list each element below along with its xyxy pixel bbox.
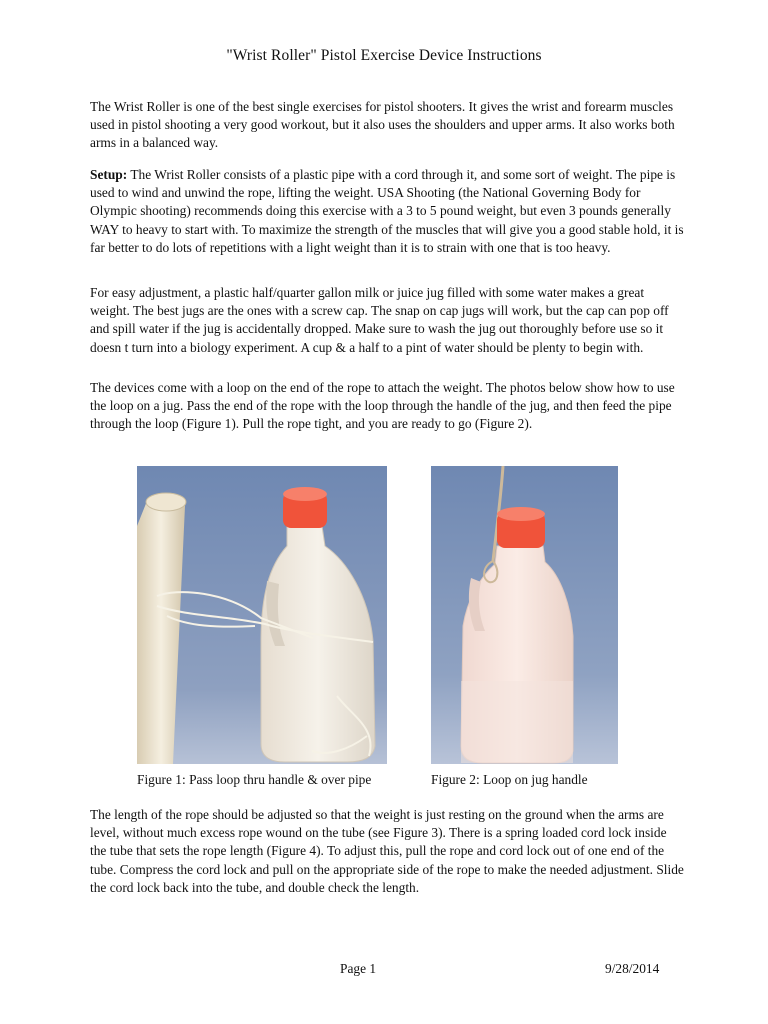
figure-2-illustration	[431, 466, 618, 764]
length-paragraph	[90, 806, 685, 897]
setup-paragraph	[90, 166, 685, 257]
page-number: Page 1	[340, 961, 377, 976]
figure-1-caption: Figure 1: Pass loop thru handle & over pipe	[137, 772, 372, 787]
devices-text: The devices come with a loop on the end of the rope to attach the weight. The photos below show how to use the loop on a jug. Pass the end of the rope with the loop through the handle of the jug, and then feed the pipe through the loop (Figure 1). Pull the rope tight, and you are ready to go (Figure 2).	[90, 380, 675, 432]
page-title: "Wrist Roller" Pistol Exercise Device Instructions	[226, 47, 542, 64]
setup-label: Setup:	[90, 167, 128, 182]
adjustment-paragraph	[90, 284, 685, 357]
figure-2-photo	[431, 466, 618, 764]
setup-body: The Wrist Roller consists of a plastic pipe with a cord through it, and some sort of weight. The pipe is used to wind and unwind the rope, lifting the weight. USA Shooting (the National Governing Body for Olympic shooting) recommends doing this exercise with a 3 to 5 pound weight, but even 3 pounds generally WAY to heavy to start with. To maximize the strength of the muscles that will give you a good stable hold, it is far better to do lots of repetitions with a light weight than it is to strain with one that is too heavy.	[90, 167, 684, 255]
intro-text: The Wrist Roller is one of the best single exercises for pistol shooters. It gives the wrist and forearm muscles used in pistol shooting a very good workout, but it also uses the shoulders and upper arms. It also works both arms in a balanced way.	[90, 99, 675, 151]
setup-text	[90, 166, 685, 257]
figure-2-caption: Figure 2: Loop on jug handle	[431, 772, 588, 787]
length-text: The length of the rope should be adjusted so that the weight is just resting on the ground when the arms are level, without much excess rope wound on the tube (see Figure 3). There is a spring loaded cord lock inside the tube that sets the rope length (Figure 4). To adjust this, pull the rope and cord lock out of one end of the tube. Compress the cord lock and pull on the appropriate side of the rope to make the needed adjustment. Slide the cord lock back into the tube, and double check the length.	[90, 807, 684, 895]
figure-1-illustration	[137, 466, 387, 764]
adjustment-text: For easy adjustment, a plastic half/quarter gallon milk or juice jug filled with some water makes a great weight. The best jugs are the ones with a screw cap. The snap on cap jugs will work, but the cap can pop off and spill water if the jug is accidentally dropped. Make sure to wash the jug out thoroughly before use so it doesn t turn into a biology experiment. A cup & a half to a pint of water should be plenty to begin with.	[90, 285, 669, 355]
devices-paragraph	[90, 379, 685, 434]
figure-1-photo	[137, 466, 387, 764]
intro-paragraph	[90, 98, 685, 153]
footer-date: 9/28/2014	[605, 961, 660, 976]
